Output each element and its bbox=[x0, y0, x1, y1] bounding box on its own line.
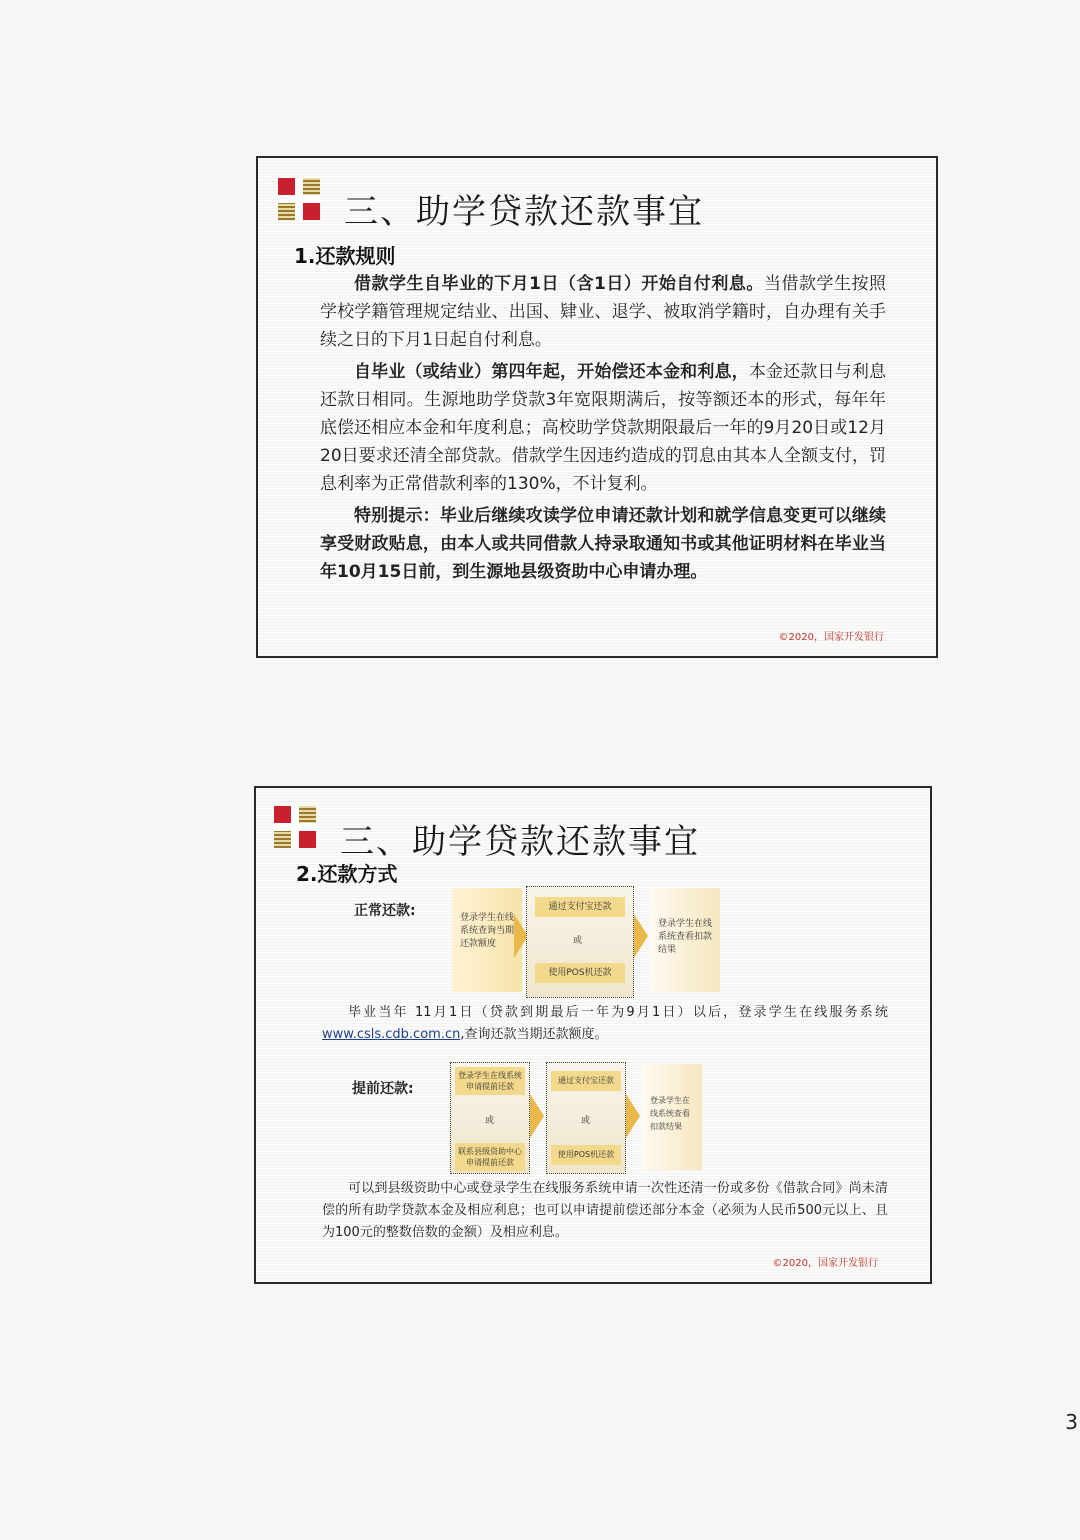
arrow-icon bbox=[530, 1094, 544, 1138]
copyright-footer: ©2020，国家开发银行 bbox=[778, 632, 884, 643]
option-alipay: 通过支付宝还款 bbox=[535, 897, 625, 917]
arrow-icon bbox=[626, 1094, 640, 1138]
flow-step-login-query: 登录学生在线系统查询当期还款额度 bbox=[452, 888, 522, 992]
paragraph-text: 本金还款日与利息还款日相同。生源地助学贷款3年宽限期满后，按等额还本的形式，每年年底偿还相应本金和年度利息；高校助学贷款期限最后一年的9月20日或12月20日要求还清全部贷款。借款学生因违约造成的罚息由其本人全额支付，罚息利率为正常借款利率的130%，不计复利。 bbox=[320, 362, 887, 494]
student-system-link[interactable]: www.csls.cdb.com.cn bbox=[322, 1027, 461, 1042]
bank-logo-icon bbox=[274, 806, 316, 848]
normal-repayment-text bbox=[322, 1002, 888, 1046]
paragraph-text: 当借款学生按照学校学籍管理规定结业、出国、肄业、退学、被取消学籍时，自办理有关手续之日的下月1日起自付利息。 bbox=[320, 274, 887, 350]
option-pos: 使用POS机还款 bbox=[535, 963, 625, 983]
early-payment-options-box bbox=[546, 1062, 626, 1174]
bank-logo-icon bbox=[278, 178, 320, 220]
slide-title: 三、助学贷款还款事宜 bbox=[344, 192, 704, 232]
option-pos: 使用POS机还款 bbox=[551, 1145, 621, 1165]
normal-text-a: 毕业当年 11月1日（贷款到期最后一年为9月1日）以后，登录学生在线服务系统 bbox=[348, 1005, 888, 1020]
payment-options-box bbox=[526, 886, 634, 998]
early-apply-options-box bbox=[450, 1062, 530, 1174]
slide-repayment-rules bbox=[256, 156, 938, 658]
paragraph-bold: 自毕业（或结业）第四年起，开始偿还本金和利息， bbox=[354, 362, 749, 382]
slide-repayment-methods bbox=[254, 786, 932, 1284]
section-title: 1.还款规则 bbox=[294, 244, 396, 268]
flow-step-view-result: 登录学生在线系统查看扣款结果 bbox=[650, 888, 720, 992]
paragraph-principal bbox=[320, 358, 886, 498]
paragraph-bold: 借款学生自毕业的下月1日（含1日）开始自付利息。 bbox=[354, 274, 764, 294]
option-online-apply: 登录学生在线系统申请提前还款 bbox=[455, 1067, 525, 1095]
option-alipay: 通过支付宝还款 bbox=[551, 1071, 621, 1091]
early-repayment-text: 可以到县级资助中心或登录学生在线服务系统申请一次性还清一份或多份《借款合同》尚未清偿的所有助学贷款本金及相应利息；也可以申请提前偿还部分本金（必须为人民币500元以上、且为100元的整数倍数的金额）及相应利息。 bbox=[322, 1181, 888, 1240]
normal-repayment-label: 正常还款: bbox=[354, 903, 416, 919]
or-label: 或 bbox=[573, 936, 583, 946]
arrow-icon bbox=[634, 914, 648, 958]
section-title: 2.还款方式 bbox=[296, 862, 398, 886]
slide-title: 三、助学贷款还款事宜 bbox=[340, 822, 700, 862]
special-notice: 特别提示：毕业后继续攻读学位申请还款计划和就学信息变更可以继续享受财政贴息，由本人或共同借款人持录取通知书或其他证明材料在毕业当年10月15日前，到生源地县级资助中心申请办理。 bbox=[320, 506, 886, 582]
flow-step-view-result: 登录学生在线系统查看扣款结果 bbox=[642, 1064, 702, 1170]
or-label: 或 bbox=[485, 1116, 495, 1126]
paragraph-interest bbox=[320, 270, 886, 354]
normal-text-b: ,查询还款当期还款额度。 bbox=[460, 1027, 608, 1042]
copyright-footer: ©2020，国家开发银行 bbox=[772, 1258, 878, 1269]
page-number: 3 bbox=[1065, 1410, 1078, 1434]
early-repayment-label: 提前还款: bbox=[352, 1081, 414, 1097]
or-label: 或 bbox=[581, 1116, 591, 1126]
option-county-center: 联系县级资助中心申请提前还款 bbox=[455, 1143, 525, 1171]
